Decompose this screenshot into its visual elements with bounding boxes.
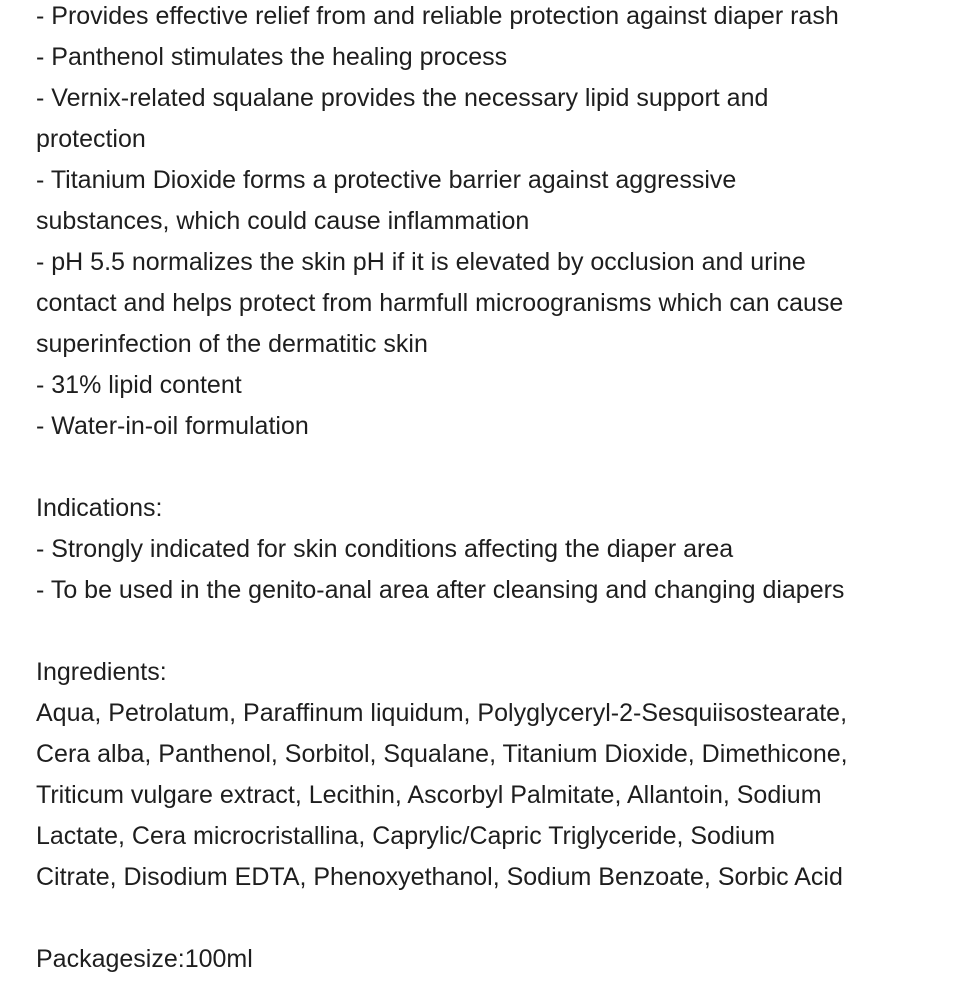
ingredients-section (36, 652, 960, 898)
benefit-line: - Vernix-related squalane provides the necessary lipid support and (36, 84, 769, 112)
benefit-line: - Panthenol stimulates the healing process (36, 43, 508, 71)
ingredients-heading: Ingredients: (36, 658, 167, 686)
package-size: Packagesize:100ml (36, 945, 253, 973)
benefit-line: - Titanium Dioxide forms a protective barrier against aggressive (36, 166, 737, 194)
ingredients-line: Triticum vulgare extract, Lecithin, Ascorbyl Palmitate, Allantoin, Sodium (36, 781, 822, 809)
benefit-line: - pH 5.5 normalizes the skin pH if it is elevated by occlusion and urine (36, 248, 806, 276)
benefits-list (36, 0, 960, 447)
indications-section (36, 488, 960, 611)
benefit-line: contact and helps protect from harmfull microogranisms which can cause (36, 289, 844, 317)
indications-heading: Indications: (36, 494, 163, 522)
benefit-line: - Provides effective relief from and reliable protection against diaper rash (36, 2, 839, 30)
package-section (36, 939, 960, 980)
ingredients-line: Aqua, Petrolatum, Paraffinum liquidum, Polyglyceryl-2-Sesquiisostearate, (36, 699, 848, 727)
spacer (36, 611, 960, 652)
benefit-line: protection (36, 125, 146, 153)
ingredients-line: Citrate, Disodium EDTA, Phenoxyethanol, Sodium Benzoate, Sorbic Acid (36, 863, 843, 891)
benefit-line: substances, which could cause inflammation (36, 207, 530, 235)
ingredients-line: Lactate, Cera microcristallina, Caprylic/Capric Triglyceride, Sodium (36, 822, 776, 850)
ingredients-line: Cera alba, Panthenol, Sorbitol, Squalane, Titanium Dioxide, Dimethicone, (36, 740, 848, 768)
indication-line: - Strongly indicated for skin conditions affecting the diaper area (36, 535, 734, 563)
benefit-line: superinfection of the dermatitic skin (36, 330, 428, 358)
benefit-line: - Water-in-oil formulation (36, 412, 309, 440)
benefit-line: - 31% lipid content (36, 371, 242, 399)
spacer (36, 447, 960, 488)
indication-line: - To be used in the genito-anal area after cleansing and changing diapers (36, 576, 845, 604)
spacer (36, 898, 960, 939)
